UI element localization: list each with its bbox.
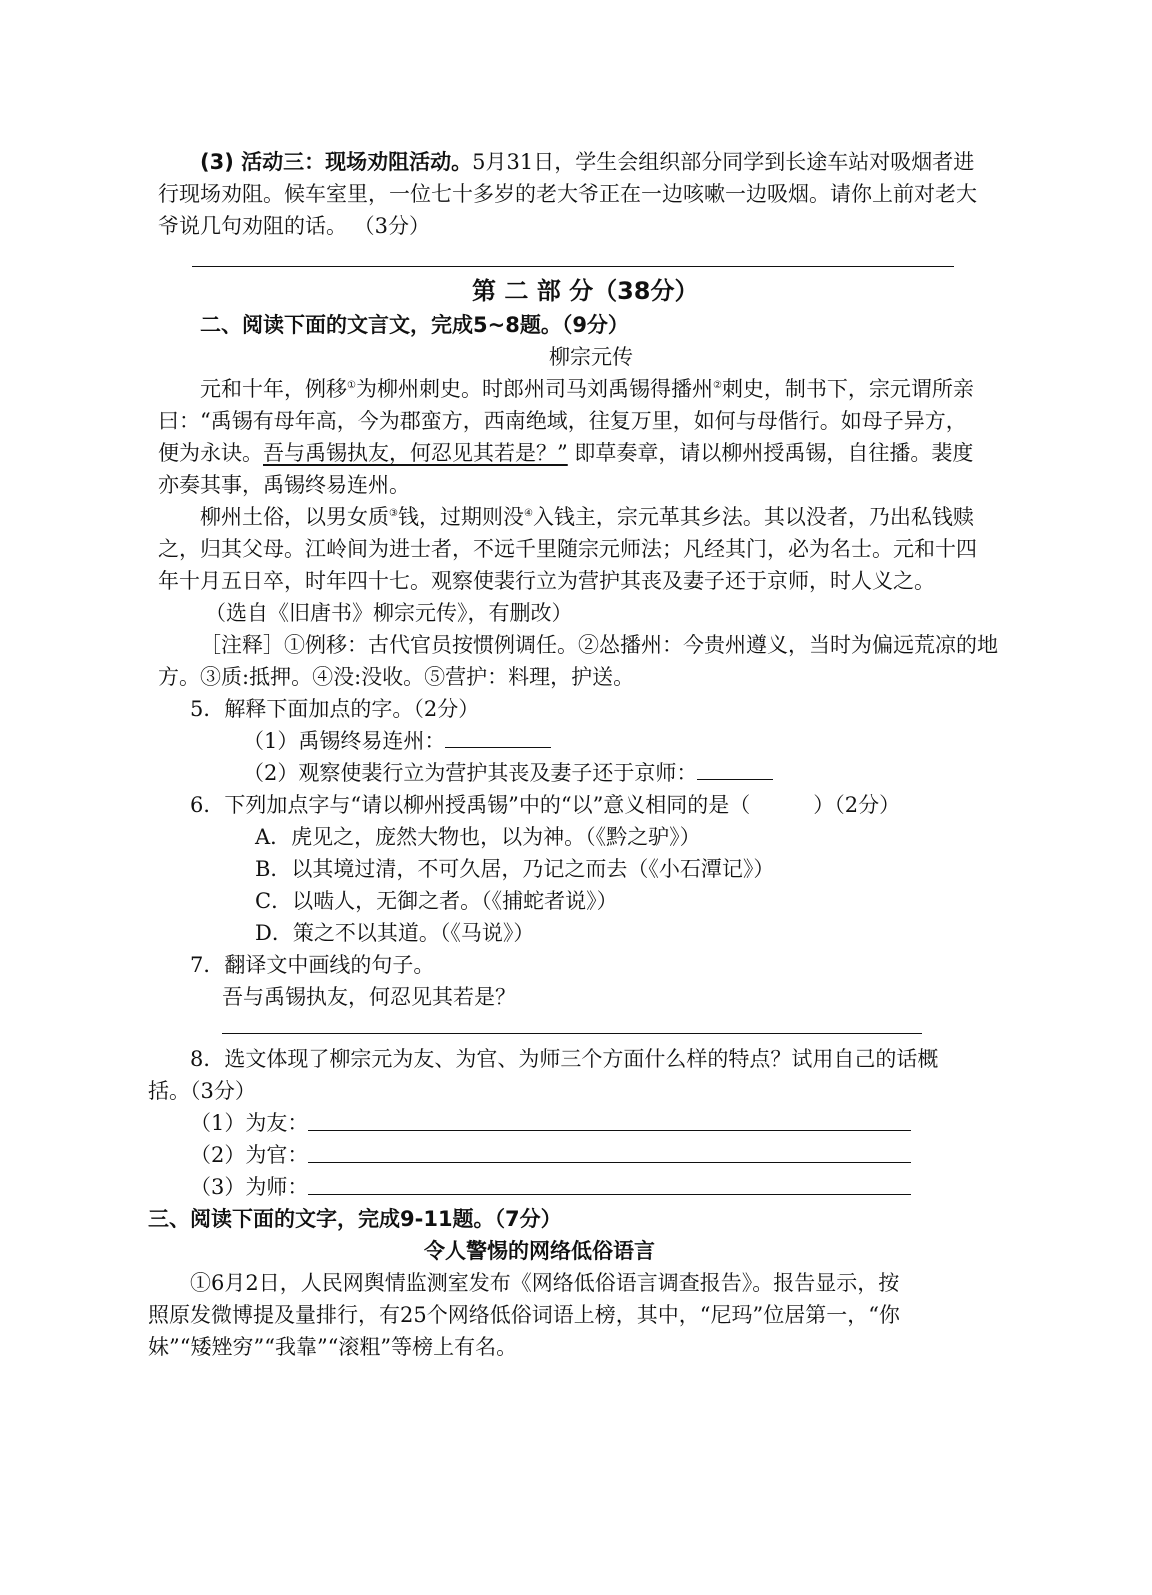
footnote-mark: ③ xyxy=(389,508,398,519)
section-divider xyxy=(192,266,954,267)
notes-line2: 方。③质:抵押。④没:没收。⑤营护：料理，护送。 xyxy=(158,665,635,689)
q5-item2-label: （2）观察使裴行立为营护其丧及妻子还于京师： xyxy=(243,761,698,785)
passage-p1-line2: 曰：“禹锡有母年高，今为郡蛮方，西南绝域，往复万里，如何与母偕行。如母子异方， xyxy=(158,409,967,433)
footnote-mark: ② xyxy=(712,380,722,391)
activity3-line1-text: 5月31日，学生会组织部分同学到长途车站对吸烟者进 xyxy=(472,150,975,174)
q7-answer-line[interactable] xyxy=(222,1033,922,1034)
q5-item1-label: （1）禹锡终易连州： xyxy=(243,729,446,753)
q8-item3 xyxy=(190,1171,308,1203)
section3-p1-line1: ①6月2日，人民网舆情监测室发布《网络低俗语言调查报告》。报告显示，按 xyxy=(190,1271,900,1295)
q5-item2 xyxy=(243,757,773,789)
q6-stem: 6．下列加点字与“请以柳州授禹锡”中的“以”意义相同的是（ ）（2分） xyxy=(190,793,901,817)
q8-item1 xyxy=(190,1107,308,1139)
text-seg: 即草奏章，请以柳州授禹锡，自往播。裴度 xyxy=(567,441,974,465)
part2-title: 第 二 部 分（38分） xyxy=(472,277,699,305)
q8-stem-line1: 8．选文体现了柳宗元为友、为官、为师三个方面什么样的特点？试用自己的话概 xyxy=(190,1047,939,1071)
section3-p1-line2: 照原发微博提及量排行，有25个网络低俗词语上榜，其中，“尼玛”位居第一，“你 xyxy=(148,1303,900,1327)
q5-answer2-blank[interactable] xyxy=(697,757,773,780)
passage-p1-line4: 亦奏其事，禹锡终易连州。 xyxy=(158,473,410,497)
text-seg: 便为永诀。 xyxy=(158,441,263,465)
section2-passage-title: 柳宗元传 xyxy=(549,345,633,369)
activity3-label: (3) 活动三：现场劝阻活动。 xyxy=(200,150,473,174)
text-seg: 为柳州刺史。时郎州司马刘禹锡得播州 xyxy=(355,377,713,401)
q8-item3-label: （3）为师： xyxy=(190,1175,309,1199)
underlined-sentence: 吾与禹锡执友，何忍见其若是？” xyxy=(263,441,568,465)
q8-stem-line2: 括。（3分） xyxy=(148,1079,256,1103)
activity3-line1 xyxy=(200,146,974,178)
section3-p1-line3: 妹”“矮矬穷”“我靠”“滚粗”等榜上有名。 xyxy=(148,1335,518,1359)
section3-passage-title: 令人警惕的网络低俗语言 xyxy=(424,1239,655,1263)
passage-p2-line2: 之，归其父母。江岭间为进士者，不远千里随宗元师法；凡经其门，必为名士。元和十四 xyxy=(158,537,977,561)
q8-item2 xyxy=(190,1139,308,1171)
text-seg: 钱，过期则没 xyxy=(397,505,524,529)
q7-stem: 7．翻译文中画线的句子。 xyxy=(190,953,435,977)
footnote-mark: ① xyxy=(347,380,356,391)
q5-stem: 5．解释下面加点的字。（2分） xyxy=(190,697,480,721)
q8-answer3-line[interactable] xyxy=(308,1194,911,1195)
q6-option-b[interactable]: B．以其境过清，不可久居，乃记之而去（《小石潭记》） xyxy=(255,857,775,881)
passage-p1-line1 xyxy=(200,373,974,405)
activity3-line3: 爷说几句劝阻的话。 （3分） xyxy=(158,214,431,238)
passage-p1-line3 xyxy=(158,437,973,469)
passage-source: （选自《旧唐书》柳宗元传》，有删改） xyxy=(205,601,573,625)
q7-sentence: 吾与禹锡执友，何忍见其若是？ xyxy=(222,985,516,1009)
footnote-mark: ④ xyxy=(523,508,533,519)
section2-heading: 二、阅读下面的文言文，完成5~8题。（9分） xyxy=(200,313,629,337)
q8-answer2-line[interactable] xyxy=(308,1162,911,1163)
q8-item1-label: （1）为友： xyxy=(190,1111,309,1135)
q6-option-a[interactable]: A．虎见之，庞然大物也，以为神。（《黔之驴》） xyxy=(255,825,701,849)
text-seg: 刺史，制书下，宗元谓所亲 xyxy=(721,377,974,401)
passage-p2-line1 xyxy=(200,501,974,533)
q6-option-d[interactable]: D．策之不以其道。（《马说》） xyxy=(255,921,535,945)
section3-heading: 三、阅读下面的文字，完成9-11题。（7分） xyxy=(148,1207,562,1231)
q5-item1 xyxy=(243,725,551,757)
q8-item2-label: （2）为官： xyxy=(190,1143,309,1167)
text-seg: 入钱主，宗元革其乡法。其以没者，乃出私钱赎 xyxy=(532,505,974,529)
q8-answer1-line[interactable] xyxy=(308,1130,911,1131)
q6-option-c[interactable]: C．以啮人，无御之者。（《捕蛇者说》） xyxy=(255,889,618,913)
notes-line1: ［注释］①例移：古代官员按惯例调任。②怂播州：今贵州遵义，当时为偏远荒凉的地 xyxy=(200,633,998,657)
activity3-line2: 行现场劝阻。候车室里，一位七十多岁的老大爷正在一边咳嗽一边吸烟。请你上前对老大 xyxy=(158,182,977,206)
passage-p2-line3: 年十月五日卒，时年四十七。观察使裴行立为营护其丧及妻子还于京师，时人义之。 xyxy=(158,569,935,593)
text-seg: 柳州土俗，以男女质 xyxy=(200,505,389,529)
q5-answer1-blank[interactable] xyxy=(445,725,551,748)
text-seg: 元和十年，例移 xyxy=(200,377,347,401)
